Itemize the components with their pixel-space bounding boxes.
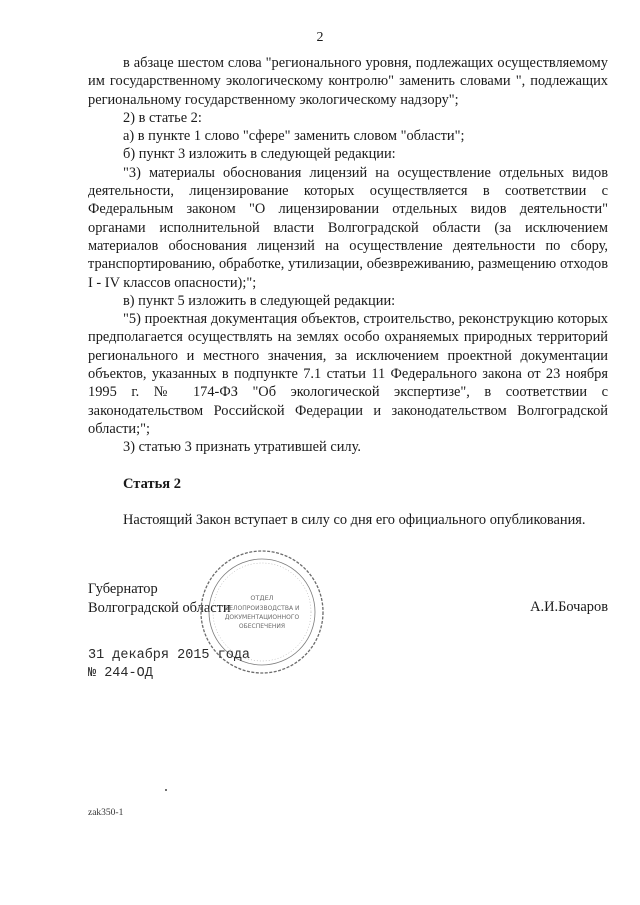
law-date: 31 декабря 2015 года: [88, 648, 251, 663]
signatory-title-line1: Губернатор: [88, 581, 158, 597]
article-2-text: Настоящий Закон вступает в силу со дня его официального опубликования.: [123, 512, 586, 528]
paragraph-point-b: б) пункт 3 изложить в следующей редакции:: [123, 146, 396, 163]
paragraph-point-v: в) пункт 5 изложить в следующей редакции:: [123, 292, 396, 309]
stamp-text-line3: ДОКУМЕНТАЦИОННОГО: [224, 614, 300, 621]
stamp-dotted-ring: [213, 563, 311, 661]
signatory-title-line2: Волгоградской области: [88, 600, 231, 616]
stamp-text-line1: ОТДЕЛ: [250, 594, 274, 602]
stamp-text-line4: ОБЕСПЕЧЕНИЯ: [238, 623, 286, 630]
paragraph-new-point-5: "5) проектная документация объектов, строительство, реконструкцию которых предполагается осуществлять на землях особо охраняемых природных территорий регионального и местного значения, за исключением проектной документации объектов, указанных в подпункте 7.1 статьи 11 Федерального закона от 23 ноября 1995 г. № 174-ФЗ "Об экологической экспертизе", в соответствии с законодательством Российской Федерации и законодательством Волгоградской области;";: [88, 311, 608, 437]
scan-speck: [165, 789, 167, 791]
paragraph-article-3-repeal: 3) статью 3 признать утратившей силу.: [123, 439, 361, 456]
document-code: zak350-1: [88, 808, 124, 818]
signatory-name: А.И.Бочаров: [530, 599, 608, 615]
article-2-heading: Статья 2: [123, 476, 181, 492]
paragraph-article-2-intro: 2) в статье 2:: [123, 109, 202, 126]
stamp-text-line2: ДЕЛОПРОИЗВОДСТВА И: [224, 605, 300, 612]
page-number: 2: [316, 30, 324, 45]
paragraph-amendment-abzats: в абзаце шестом слова "регионального уровня, подлежащих осуществляемому им государственному экологическому контролю" заменить словами ", подлежащих региональному государственному экологическому надзору";: [88, 55, 608, 108]
paragraph-point-a: а) в пункте 1 слово "сфере" заменить словом "области";: [123, 128, 465, 145]
law-number: № 244-ОД: [88, 666, 153, 681]
paragraph-new-point-3: "3) материалы обоснования лицензий на осуществление отдельных видов деятельности, лицензирование которых осуществляется в соответствии с Федеральным законом "О лицензировании отдельных видов деятельности" органами исполнительной власти Волгоградской области (за исключением материалов обоснования лицензий на осуществление деятельности по сбору, транспортированию, обработке, утилизации, обезвреживанию, размещению отходов I - IV классов опасности);";: [88, 164, 608, 291]
document-body: [88, 54, 608, 457]
